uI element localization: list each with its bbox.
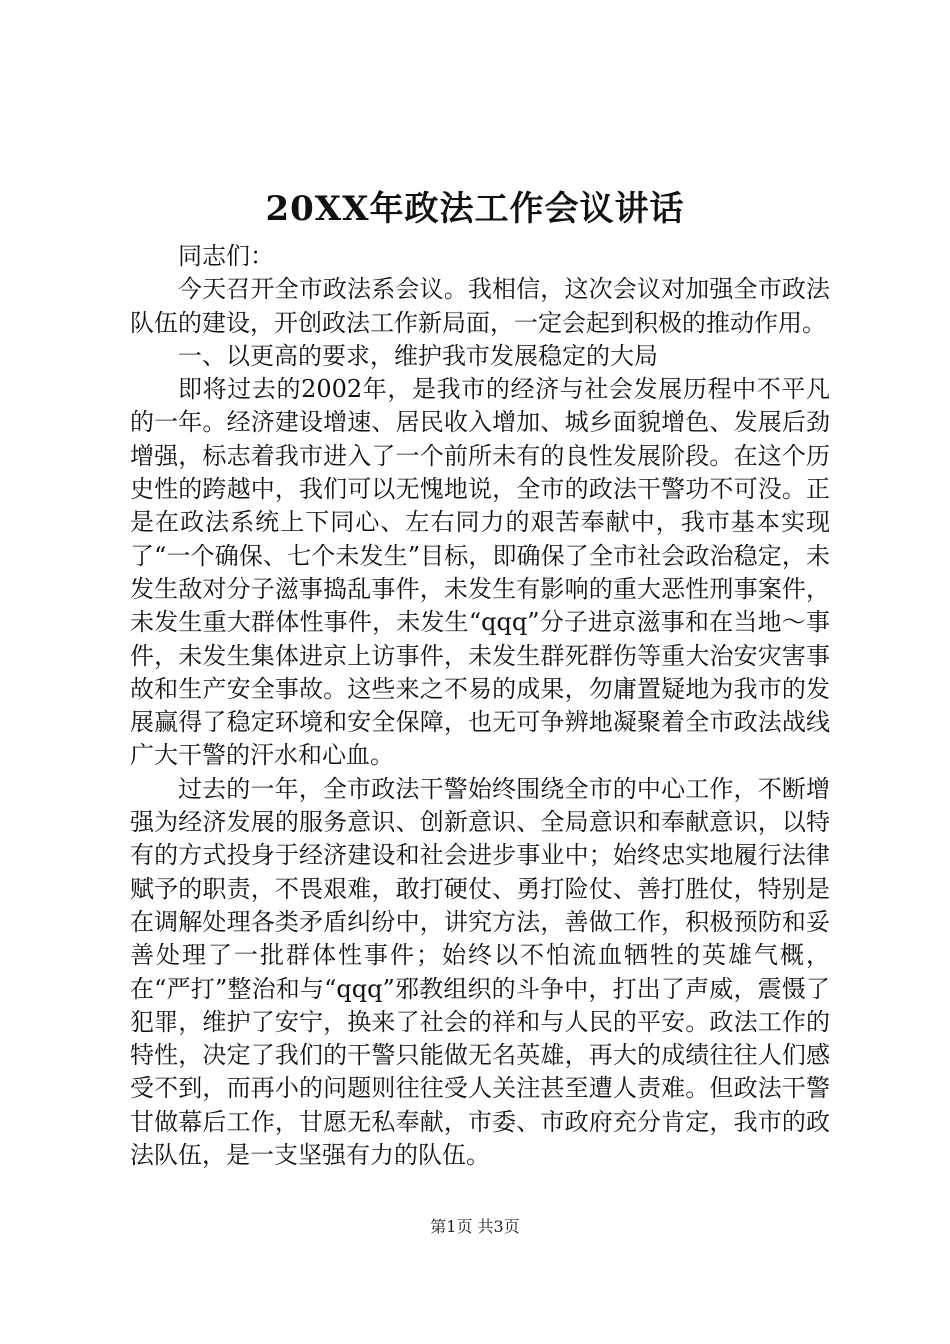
section-heading: 一、以更高的要求，维护我市发展稳定的大局	[178, 341, 658, 370]
page-number-footer: 第1页 共3页	[430, 1217, 520, 1236]
paragraph-intro: 今天召开全市政法系会议。我相信，这次会议对加强全市政法队伍的建设，开创政法工作新局面，一定会起到积极的推动作用。	[130, 275, 830, 337]
paragraph-achievements: 即将过去的2002年，是我市的经济与社会发展历程中不平凡的一年。经济建设增速、居民收入增加、城乡面貌增色、发展后劲增强，标志着我市进入了一个前所未有的良性发展阶段。在这个历史性的跨越中，我们可以无愧地说，全市的政法干警功不可没。正是在政法系统上下同心、左右同力的艰苦奉献中，我市基本实现了“一个确保、七个未发生”目标，即确保了全市社会政治稳定，未发生敌对分子滋事捣乱事件，未发生有影响的重大恶性刑事案件，未发生重大群体性事件，未发生“qqq”分子进京滋事和在当地～事件，未发生集体进京上访事件，未发生群死群伤等重大治安灾害事故和生产安全事故。这些来之不易的成果，勿庸置疑地为我市的发展赢得了稳定环境和安全保障，也无可争辨地凝聚着全市政法战线广大干警的汗水和心血。	[130, 375, 830, 770]
paragraph-past-year: 过去的一年，全市政法干警始终围绕全市的中心工作，不断增强为经济发展的服务意识、创新意识、全局意识和奉献意识，以特有的方式投身于经济建设和社会进步事业中；始终忠实地履行法律赋予的职责，不畏艰难，敢打硬仗、勇打险仗、善打胜仗，特别是在调解处理各类矛盾纠纷中，讲究方法，善做工作，积极预防和妥善处理了一批群体性事件；始终以不怕流血牺牲的英雄气概，在“严打”整治和与“qqq”邪教组织的斗争中，打出了声威，震慑了犯罪，维护了安宁，换来了社会的祥和与人民的平安。政法工作的特性，决定了我们的干警只能做无名英雄，再大的成绩往往人们感受不到，而再小的问题则往往受人关注甚至遭人责难。但政法干警甘做幕后工作，甘愿无私奉献，市委、市政府充分肯定，我市的政法队伍，是一支坚强有力的队伍。	[130, 774, 830, 1170]
document-body	[130, 240, 830, 1172]
paragraph-salutation: 同志们：	[178, 242, 274, 270]
document-title: 20XX年政法工作会议讲话	[265, 189, 685, 229]
